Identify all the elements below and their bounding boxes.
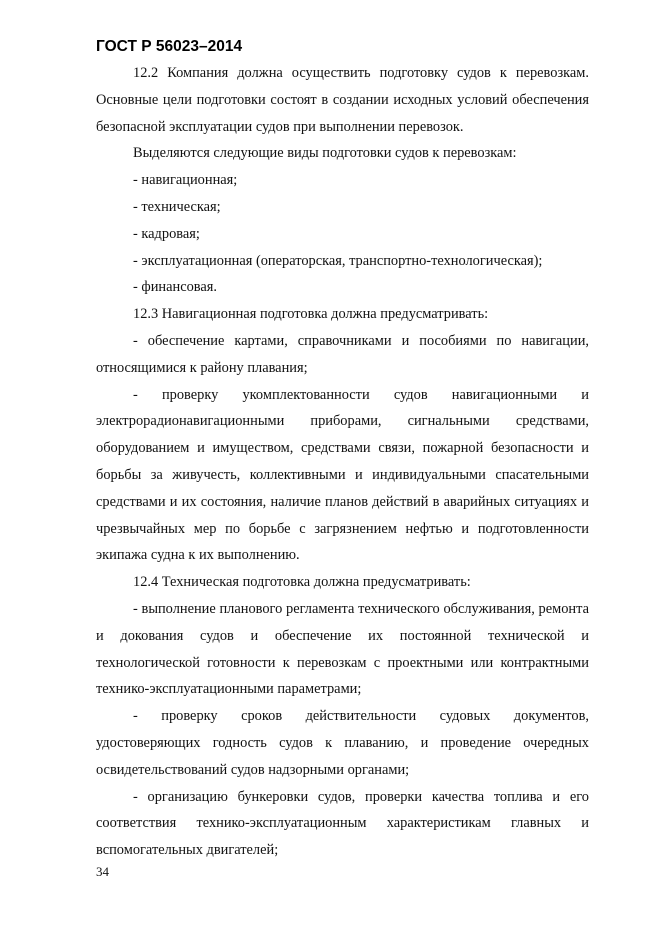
clause-12-3: 12.3 Навигационная подготовка должна предусматривать: [133,306,489,323]
clause-12-2: 12.2 Компания должна осуществить подготовку судов к перевозкам. Основные цели подготовки состоят в создании исходных условий обеспечения безопасной эксплуатации судов при выполнении перевозок. [96,65,589,135]
preparation-types-intro: Выделяются следующие виды подготовки судов к перевозкам: [133,145,517,162]
list-item-financial: - финансовая. [133,279,217,296]
page-number: 34 [96,864,109,879]
list-item-technical: - техническая; [133,198,221,215]
list-item-navigational: - навигационная; [133,172,238,189]
list-item-personnel: - кадровая; [133,225,200,242]
list-item-charts: - обеспечение картами, справочниками и пособиями по навигации, относящимися к району плавания; [96,332,589,376]
list-item-bunkering: - организацию бункеровки судов, проверки качества топлива и его соответствия технико-эксплуатационным характеристикам главных и вспомогательных двигателей; [96,788,589,859]
list-item-operational: - эксплуатационная (операторская, транспортно-технологическая); [133,252,543,269]
clause-12-4: 12.4 Техническая подготовка должна предусматривать: [133,574,471,591]
list-item-documents-check: - проверку сроков действительности судовых документов, удостоверяющих годность судов к плаванию, и проведение очередных освидетельствований судов надзорными органами; [96,708,589,778]
list-item-equipment-check: - проверку укомплектованности судов навигационными и электрорадионавигационными приборами, сигнальными средствами, оборудованием и имуществом, средствами связи, пожарной безопасности и борьбы за живучесть, коллективными и индивидуальными спасательными средствами и их состояния, наличие планов действий в аварийных ситуациях и чрезвычайных мер по борьбе с загрязнением нефтью и подготовленности экипажа судна к их выполнению. [96,386,589,564]
document-body [96,60,589,864]
document-code-header: ГОСТ Р 56023–2014 [96,38,243,55]
list-item-maintenance: - выполнение планового регламента технического обслуживания, ремонта и докования судов и обеспечение их постоянной технической и технологической готовности к перевозкам с проектными или контрактными технико-эксплуатационными параметрами; [96,600,589,698]
